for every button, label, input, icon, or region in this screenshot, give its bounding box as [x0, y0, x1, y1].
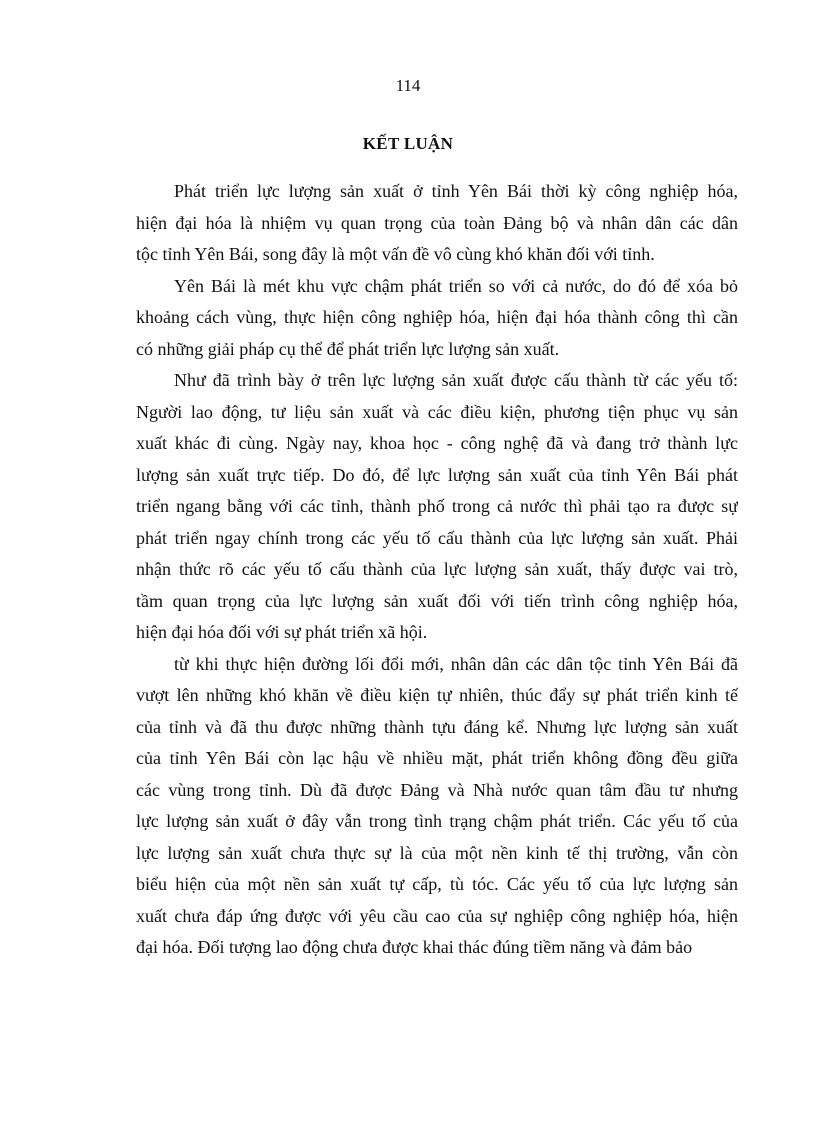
- page-title: KẾT LUẬN: [362, 134, 454, 153]
- text-line: các vùng trong tỉnh. Dù đã được Đảng và Nhà nước quan tâm đầu tư nhưng: [136, 779, 738, 800]
- text-line: của tỉnh Yên Bái còn lạc hậu về nhiều mặt, phát triển không đồng đều giữa: [136, 748, 738, 768]
- text-line: từ khi thực hiện đường lối đổi mới, nhân dân các dân tộc tỉnh Yên Bái đã: [174, 653, 738, 674]
- body-text: [136, 176, 738, 964]
- text-line: tầm quan trọng của lực lượng sản xuất đối với tiến trình công nghiệp hóa,: [136, 590, 738, 611]
- page-number: 114: [395, 76, 421, 95]
- text-line: xuất khác đi cùng. Ngày nay, khoa học - công nghệ đã và đang trở thành lực: [136, 433, 738, 453]
- paragraph: [136, 365, 738, 649]
- paragraph: [136, 649, 738, 964]
- text-line: đại hóa. Đối tượng lao động chưa được khai thác đúng tiềm năng và đảm bảo: [136, 937, 693, 957]
- text-line: vượt lên những khó khăn về điều kiện tự nhiên, thúc đẩy sự phát triển kinh tế: [136, 685, 738, 705]
- text-line: tộc tỉnh Yên Bái, song đây là một vấn đề vô cùng khó khăn đối với tỉnh.: [136, 244, 655, 264]
- text-line: Phát triển lực lượng sản xuất ở tỉnh Yên Bái thời kỳ công nghiệp hóa,: [174, 181, 738, 201]
- text-line: lượng sản xuất trực tiếp. Do đó, để lực lượng sản xuất của tỉnh Yên Bái phát: [136, 464, 738, 485]
- text-line: Yên Bái là mét khu vực chậm phát triển so với cả nước, do đó để xóa bỏ: [174, 275, 738, 296]
- text-line: khoảng cách vùng, thực hiện công nghiệp hóa, hiện đại hóa thành công thì cần: [136, 307, 738, 327]
- text-line: có những giải pháp cụ thể để phát triển lực lượng sản xuất.: [136, 338, 560, 359]
- text-line: phát triển ngay chính trong các yếu tố cấu thành của lực lượng sản xuất. Phải: [136, 527, 738, 548]
- text-line: lực lượng sản xuất ở đây vẫn trong tình trạng chậm phát triển. Các yếu tố của: [136, 811, 738, 831]
- text-line: Người lao động, tư liệu sản xuất và các điều kiện, phương tiện phục vụ sản: [136, 401, 738, 422]
- text-line: nhận thức rõ các yếu tố cấu thành của lực lượng sản xuất, thấy được vai trò,: [136, 559, 738, 579]
- text-line: hiện đại hóa là nhiệm vụ quan trọng của toàn Đảng bộ và nhân dân các dân: [136, 212, 738, 233]
- text-line: biểu hiện của một nền sản xuất tự cấp, tù tóc. Các yếu tố của lực lượng sản: [136, 874, 738, 894]
- text-line: triển ngang bằng với các tỉnh, thành phố trong cả nước thì phải tạo ra được sự: [136, 496, 738, 516]
- paragraph: [136, 176, 738, 271]
- text-line: xuất chưa đáp ứng được với yêu cầu cao của sự nghiệp công nghiệp hóa, hiện: [136, 905, 738, 926]
- text-line: hiện đại hóa đối với sự phát triển xã hội.: [136, 622, 428, 642]
- text-line: Như đã trình bày ở trên lực lượng sản xuất được cấu thành từ các yếu tố:: [174, 370, 738, 390]
- paragraph: [136, 271, 738, 366]
- text-line: của tỉnh và đã thu được những thành tựu đáng kể. Nhưng lực lượng sản xuất: [136, 716, 738, 737]
- text-line: lực lượng sản xuất chưa thực sự là của một nền kinh tế thị trường, vẫn còn: [136, 842, 738, 863]
